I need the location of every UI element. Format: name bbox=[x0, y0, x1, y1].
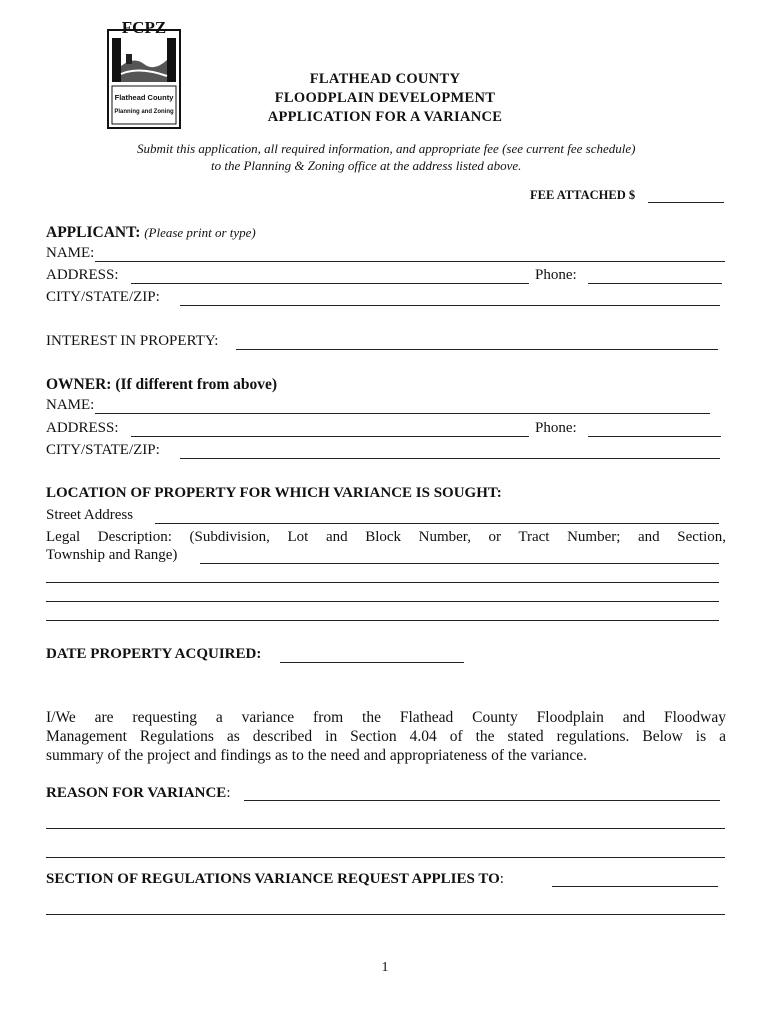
interest-field[interactable] bbox=[236, 349, 718, 350]
legal-description-line-2: Township and Range) bbox=[46, 547, 178, 563]
logo-line2: Planning and Zoning bbox=[114, 109, 174, 115]
instructions-line-1: Submit this application, all required information, and appropriate fee (see current fee schedule) bbox=[137, 141, 636, 156]
applicant-address-field[interactable] bbox=[131, 283, 529, 284]
date-acquired-field[interactable] bbox=[280, 662, 464, 663]
owner-name-field[interactable] bbox=[95, 413, 710, 414]
title-line-2: FLOODPLAIN DEVELOPMENT bbox=[274, 90, 496, 106]
page-number: 1 bbox=[381, 960, 389, 975]
applicant-city-label: CITY/STATE/ZIP: bbox=[46, 289, 160, 305]
reason-field-2[interactable] bbox=[46, 828, 725, 829]
instructions-line-2: to the Planning & Zoning office at the address listed above. bbox=[211, 158, 522, 173]
owner-name-label: NAME: bbox=[46, 397, 95, 413]
reason-colon: : bbox=[226, 785, 231, 801]
applicant-name-label: NAME: bbox=[46, 245, 95, 261]
date-acquired-label: DATE PROPERTY ACQUIRED: bbox=[46, 646, 262, 662]
fee-input-line[interactable] bbox=[648, 202, 724, 203]
reason-field-3[interactable] bbox=[46, 857, 725, 858]
section-applies-colon: : bbox=[499, 871, 504, 887]
applicant-phone-label: Phone: bbox=[535, 267, 577, 283]
county-logo bbox=[104, 16, 184, 130]
request-line-1: I/We are requesting a variance from the Flathead County Floodplain and Floodway bbox=[46, 709, 726, 726]
street-address-field[interactable] bbox=[155, 523, 719, 524]
section-applies-field-2[interactable] bbox=[46, 914, 725, 915]
owner-phone-field[interactable] bbox=[588, 436, 721, 437]
section-applies-label: SECTION OF REGULATIONS VARIANCE REQUEST APPLIES TO bbox=[46, 871, 500, 887]
owner-city-field[interactable] bbox=[180, 458, 720, 459]
applicant-heading: APPLICANT: bbox=[46, 224, 141, 241]
owner-address-label: ADDRESS: bbox=[46, 420, 119, 436]
legal-description-field-3[interactable] bbox=[46, 601, 719, 602]
title-line-1: FLATHEAD COUNTY bbox=[309, 71, 461, 87]
applicant-city-field[interactable] bbox=[180, 305, 720, 306]
applicant-address-label: ADDRESS: bbox=[46, 267, 119, 283]
legal-description-field-4[interactable] bbox=[46, 620, 719, 621]
owner-city-label: CITY/STATE/ZIP: bbox=[46, 442, 160, 458]
interest-label: INTEREST IN PROPERTY: bbox=[46, 333, 219, 349]
request-line-3: summary of the project and findings as to the need and appropriateness of the variance. bbox=[46, 747, 588, 764]
logo-top-text: FCPZ bbox=[121, 18, 167, 37]
reason-label: REASON FOR VARIANCE bbox=[46, 785, 227, 801]
owner-phone-label: Phone: bbox=[535, 420, 577, 436]
reason-label-row bbox=[46, 785, 230, 802]
applicant-name-field[interactable] bbox=[95, 261, 725, 262]
logo-line1: Flathead County bbox=[114, 93, 174, 102]
reason-field[interactable] bbox=[244, 800, 720, 801]
applicant-phone-field[interactable] bbox=[588, 283, 722, 284]
applicant-note: (Please print or type) bbox=[144, 225, 256, 240]
request-line-2: Management Regulations as described in Section 4.04 of the stated regulations. Below is a bbox=[46, 728, 726, 745]
fee-label: FEE ATTACHED $ bbox=[530, 188, 636, 202]
location-heading: LOCATION OF PROPERTY FOR WHICH VARIANCE IS SOUGHT: bbox=[46, 485, 502, 501]
legal-description-field[interactable] bbox=[200, 563, 719, 564]
owner-address-field[interactable] bbox=[131, 436, 529, 437]
applicant-heading-row bbox=[46, 224, 256, 242]
legal-description-line-1: Legal Description: (Subdivision, Lot and Block Number, or Tract Number; and Section, bbox=[46, 529, 726, 545]
street-address-label: Street Address bbox=[46, 507, 134, 523]
title-line-3: APPLICATION FOR A VARIANCE bbox=[267, 109, 503, 125]
section-applies-field[interactable] bbox=[552, 886, 718, 887]
owner-heading: OWNER: (If different from above) bbox=[46, 376, 278, 393]
legal-description-field-2[interactable] bbox=[46, 582, 719, 583]
section-applies-row bbox=[46, 871, 504, 888]
